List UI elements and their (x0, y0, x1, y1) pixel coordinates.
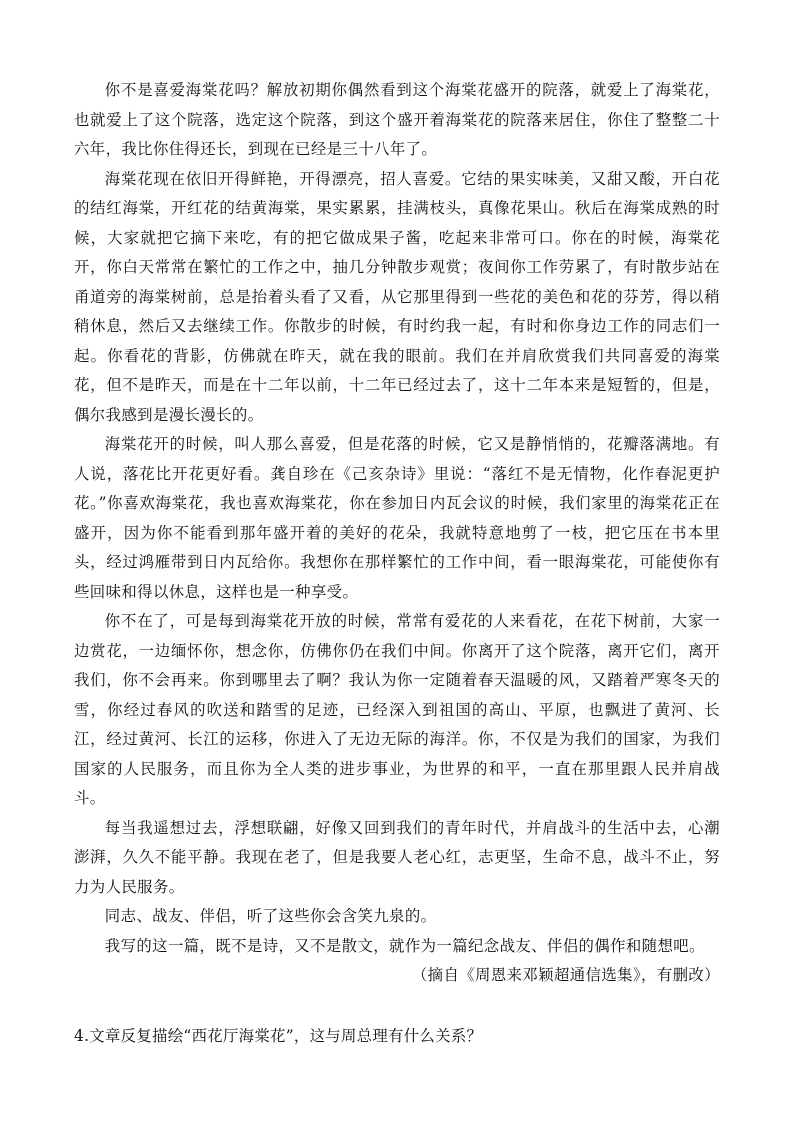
paragraph: 你不在了，可是每到海棠花开放的时候，常常有爱花的人来看花，在花下树前，大家一边赏花，一边缅怀你，想念你，仿佛你仍在我们中间。你离开了这个院落，离开它们，离开我们，你不会再来。你到哪里去了啊？我认为你一定随着春天温暖的风，又踏着严寒冬天的雪，你经过春风的吹送和踏雪的足迹，已经深入到祖国的高山、平原，也飘进了黄河、长江，经过黄河、长江的运移，你进入了无边无际的海洋。你，不仅是为我们的国家，为我们国家的人民服务，而且你为全人类的进步事业，为世界的和平，一直在那里跟人民并肩战斗。 (74, 612, 720, 807)
paragraph: 每当我遥想过去，浮想联翩，好像又回到我们的青年时代，并肩战斗的生活中去，心潮澎湃，久久不能平静。我现在老了，但是我要人老心红，志更坚，生命不息，战斗不止，努力为人民服务。 (74, 818, 720, 896)
paragraph: 你不是喜爱海棠花吗？解放初期你偶然看到这个海棠花盛开的院落，就爱上了海棠花，也就爱上了这个院落，选定这个院落，到这个盛开着海棠花的院落来居住，你住了整整二十六年，我比你住得还长，到现在已经是三十八年了。 (74, 81, 720, 158)
question-4: 4.文章反复描绘“西花厅海棠花”，这与周总理有什么关系？ (74, 1027, 483, 1045)
article-body (74, 76, 720, 991)
paragraph: 同志、战友、伴侣，听了这些你会含笑九泉的。 (104, 907, 437, 925)
paragraph: 我写的这一篇，既不是诗，又不是散文，就作为一篇纪念战友、伴侣的偶作和随想吧。 (104, 936, 705, 955)
source-citation: （摘自《周恩来邓颖超通信选集》，有删改） (411, 966, 720, 984)
paragraph: 海棠花现在依旧开得鲜艳，开得漂亮，招人喜爱。它结的果实味美，又甜又酸，开白花的结红海棠，开红花的结黄海棠，果实累累，挂满枝头，真像花果山。秋后在海棠成熟的时候，大家就把它摘下来吃，有的把它做成果子酱，吃起来非常可口。你在的时候，海棠花开，你白天常常在繁忙的工作之中，抽几分钟散步观赏；夜间你工作劳累了，有时散步站在甬道旁的海棠树前，总是抬着头看了又看，从它那里得到一些花的美色和花的芬芳，得以稍稍休息，然后又去继续工作。你散步的时候，有时约我一起，有时和你身边工作的同志们一起。你看花的背影，仿佛就在昨天，就在我的眼前。我们在并肩欣赏我们共同喜爱的海棠花，但不是昨天，而是在十二年以前，十二年已经过去了，这十二年本来是短暂的，但是，偶尔我感到是漫长漫长的。 (74, 169, 720, 424)
paragraph: 海棠花开的时候，叫人那么喜爱，但是花落的时候，它又是静悄悄的，花瓣落满地。有人说，落花比开花更好看。龚自珍在《己亥杂诗》里说：“落红不是无情物，化作春泥更护花。”你喜欢海棠花，我也喜欢海棠花，你在参加日内瓦会议的时候，我们家里的海棠花正在盛开，因为你不能看到那年盛开着的美好的花朵，我就特意地剪了一枝，把它压在书本里头，经过鸿雁带到日内瓦给你。我想你在那样繁忙的工作中间，看一眼海棠花，可能使你有些回味和得以休息，这样也是一种享受。 (74, 435, 720, 601)
